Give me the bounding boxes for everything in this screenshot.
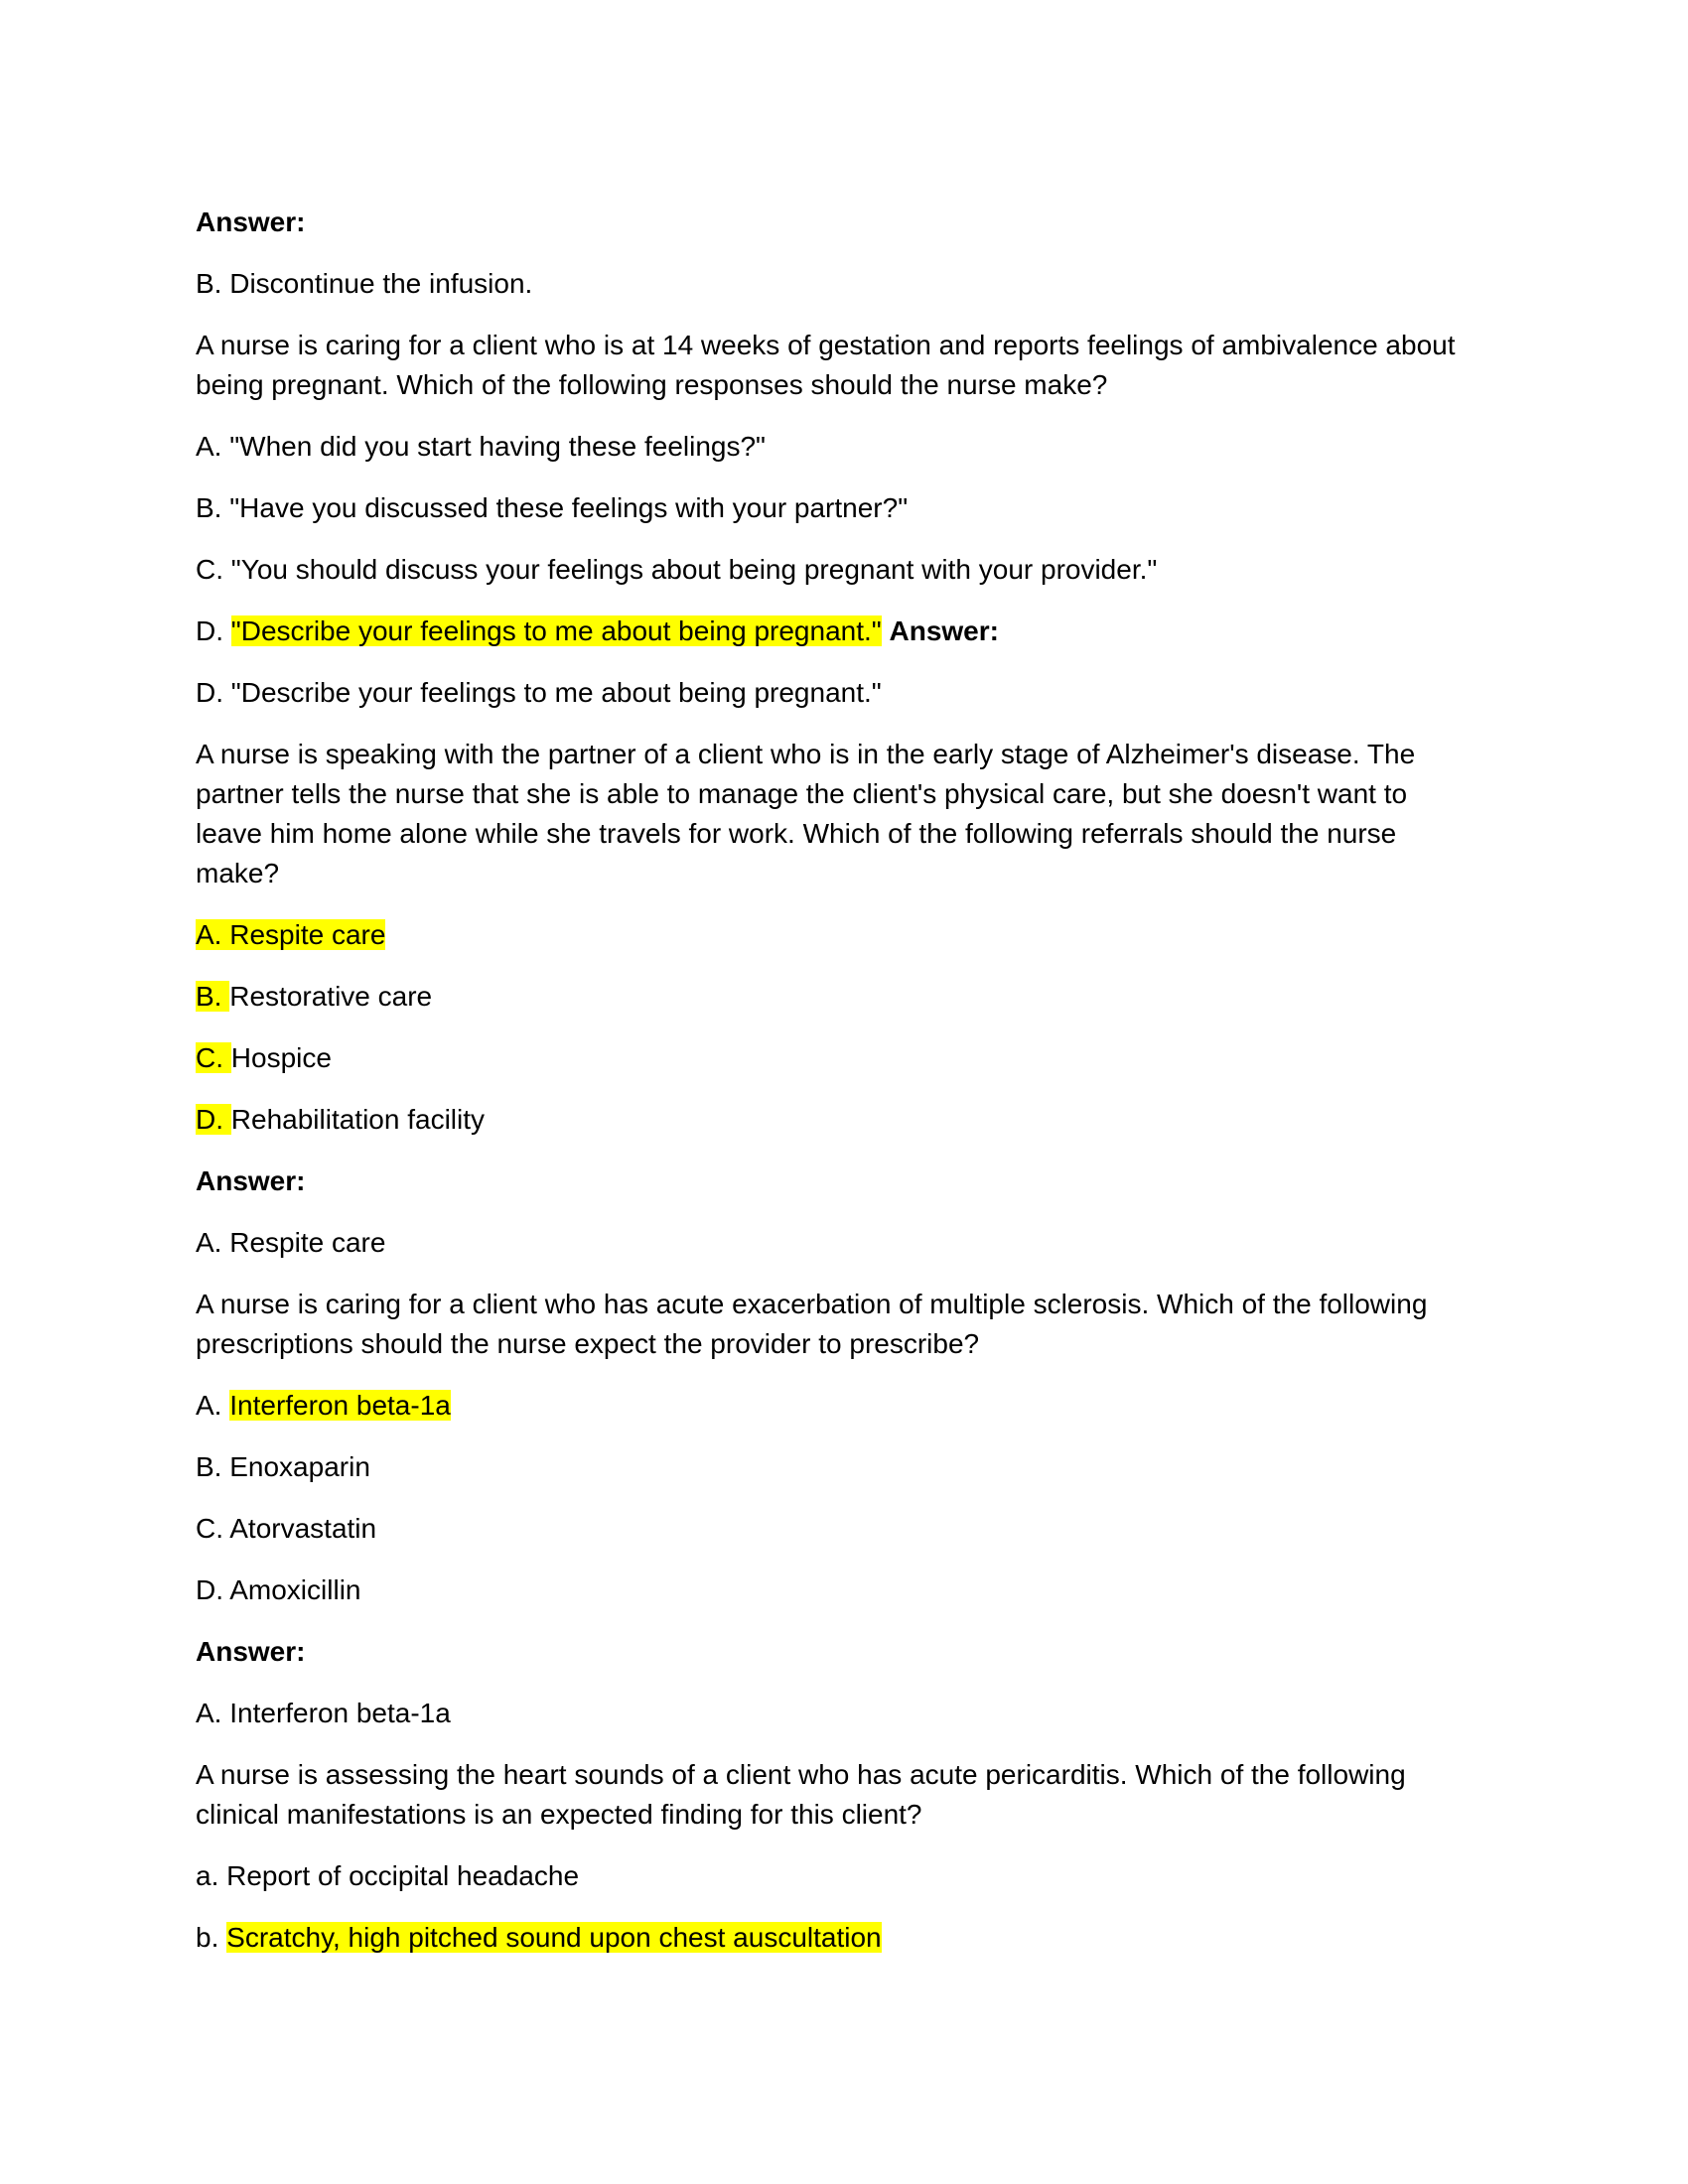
option-letter: D. bbox=[196, 1104, 223, 1135]
option-text: Rehabilitation facility bbox=[230, 1104, 486, 1135]
question-stem-line: being pregnant. Which of the following responses should the nurse make? bbox=[196, 369, 1108, 400]
option-a bbox=[196, 915, 385, 955]
highlighted-option-letter bbox=[196, 981, 229, 1012]
option-b bbox=[196, 977, 432, 1017]
option-b: B. "Have you discussed these feelings with your partner?" bbox=[196, 492, 909, 523]
option-letter: C. bbox=[196, 1042, 223, 1073]
option-letter: A. bbox=[196, 1390, 222, 1421]
answer-text: D. "Describe your feelings to me about being pregnant." bbox=[196, 677, 882, 708]
question-stem-line: A nurse is assessing the heart sounds of a client who has acute pericarditis. Which of the following bbox=[196, 1759, 1406, 1790]
option-letter: b. bbox=[196, 1922, 219, 1953]
option-d bbox=[196, 1100, 485, 1140]
option-d bbox=[196, 612, 999, 651]
option-text: Respite care bbox=[229, 919, 386, 950]
answer-text: A. Respite care bbox=[196, 1227, 386, 1258]
question-stem-line: make? bbox=[196, 858, 280, 888]
highlighted-option-letter bbox=[196, 1042, 231, 1073]
highlighted-option-text: Interferon beta-1a bbox=[229, 1390, 451, 1421]
highlighted-option-letter bbox=[196, 1104, 231, 1135]
option-c bbox=[196, 1038, 332, 1078]
question-stem-line: A nurse is speaking with the partner of a client who is in the early stage of Alzheimer's disease. The bbox=[196, 739, 1416, 769]
question-stem-line: A nurse is caring for a client who is at 14 weeks of gestation and reports feelings of ambivalence about bbox=[196, 330, 1456, 360]
option-c: C. "You should discuss your feelings about being pregnant with your provider." bbox=[196, 554, 1158, 585]
answer-label: Answer: bbox=[889, 615, 999, 646]
option-letter: D. bbox=[196, 615, 231, 646]
answer-text: A. Interferon beta-1a bbox=[196, 1698, 451, 1728]
answer-label: Answer: bbox=[196, 1636, 306, 1667]
option-a: A. "When did you start having these feelings?" bbox=[196, 431, 766, 462]
highlighted-option-text bbox=[196, 919, 385, 950]
option-letter: B. bbox=[196, 981, 222, 1012]
option-b: B. Enoxaparin bbox=[196, 1451, 370, 1482]
question-stem-line: A nurse is caring for a client who has acute exacerbation of multiple sclerosis. Which of the following bbox=[196, 1289, 1428, 1319]
question-stem-line: clinical manifestations is an expected finding for this client? bbox=[196, 1799, 922, 1830]
option-text: Restorative care bbox=[229, 981, 433, 1012]
option-c: C. Atorvastatin bbox=[196, 1513, 377, 1544]
option-a bbox=[196, 1386, 451, 1426]
option-letter: A. bbox=[196, 919, 222, 950]
option-d: D. Amoxicillin bbox=[196, 1574, 361, 1605]
option-a: a. Report of occipital headache bbox=[196, 1860, 580, 1891]
answer-label: Answer: bbox=[196, 206, 306, 237]
highlighted-option-text: "Describe your feelings to me about being pregnant." bbox=[230, 615, 882, 646]
question-stem-line: partner tells the nurse that she is able to manage the client's physical care, but she doesn't want to bbox=[196, 778, 1408, 809]
question-stem-line: leave him home alone while she travels for work. Which of the following referrals should the nurse bbox=[196, 818, 1397, 849]
answer-label: Answer: bbox=[196, 1165, 306, 1196]
option-text: Hospice bbox=[230, 1042, 332, 1073]
option-b bbox=[196, 1918, 882, 1958]
answer-text: B. Discontinue the infusion. bbox=[196, 268, 533, 299]
highlighted-option-text: Scratchy, high pitched sound upon chest auscultation bbox=[226, 1922, 882, 1953]
question-stem-line: prescriptions should the nurse expect the provider to prescribe? bbox=[196, 1328, 980, 1359]
